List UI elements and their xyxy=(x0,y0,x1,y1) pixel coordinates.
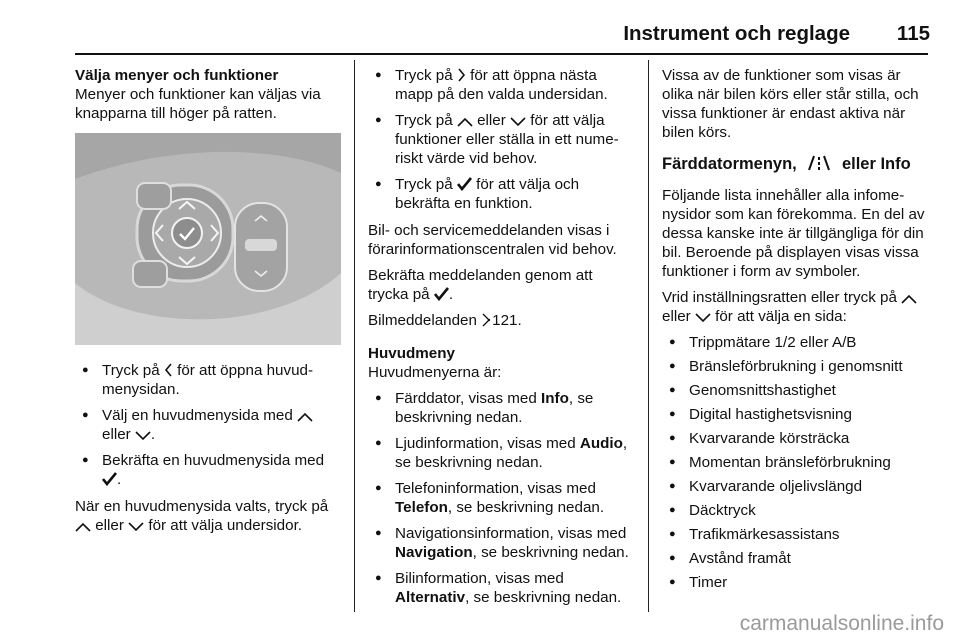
list-item: ● Ljudinformation, visas med Audio, se beskrivning nedan. xyxy=(368,434,634,472)
list-item: ● Färddator, visas med Info, se beskrivning nedan. xyxy=(368,389,634,427)
column-1 xyxy=(75,66,341,542)
checkmark-icon xyxy=(102,472,117,486)
chevron-up-icon xyxy=(901,294,917,304)
list-item: ● Navigationsinformation, visas med Navigation, se beskrivning nedan. xyxy=(368,524,634,562)
list-item: ● Tryck på för att öppna huvudmenysidan. xyxy=(75,361,341,399)
paragraph: Bilmeddelanden 121. xyxy=(368,312,522,329)
list-item: ● Momentan bränsleförbrukning xyxy=(662,453,932,472)
list-item: ● Kvarvarande körsträcka xyxy=(662,429,932,448)
list-item: ● Kvarvarande oljelivslängd xyxy=(662,477,932,496)
page-reference[interactable]: 121 xyxy=(492,312,518,329)
list-item: ● Trafikmärkesassistans xyxy=(662,525,932,544)
paragraph: När en huvudmenysida valts, tryck på eller för att välja undersidor. xyxy=(75,498,329,534)
section-heading: Välja menyer och funktioner xyxy=(75,67,279,84)
intro-paragraph: Menyer och funktioner kan väljas via knapparna till höger på ratten. xyxy=(75,86,321,122)
list-item: ● Välj en huvudmenysida med eller . xyxy=(75,406,341,444)
column-divider-1 xyxy=(354,60,355,612)
list-item: ● Bränsleförbrukning i genomsnitt xyxy=(662,357,932,376)
page-number: 115 xyxy=(896,22,930,45)
chevron-down-icon xyxy=(695,313,711,323)
info-page-list xyxy=(662,333,932,592)
chevron-down-icon xyxy=(135,431,151,441)
list-item: ● Trippmätare 1/2 eller A/B xyxy=(662,333,932,352)
list-item: ● Telefoninformation, visas med Telefon, se beskrivning nedan. xyxy=(368,479,634,517)
list-item: ● Tryck på för att välja och bekräfta en funktion. xyxy=(368,175,634,213)
chevron-down-icon xyxy=(510,117,526,127)
chevron-up-icon xyxy=(457,117,473,127)
chevron-up-icon xyxy=(75,522,91,532)
column-divider-2 xyxy=(648,60,649,612)
section-heading: Huvudmeny xyxy=(368,345,455,362)
chevron-right-icon xyxy=(457,68,466,82)
trip-computer-road-icon xyxy=(801,155,837,171)
list-item: ● Timer xyxy=(662,573,932,592)
watermark: carmanualsonline.info xyxy=(739,612,944,635)
list-item: ● Däcktryck xyxy=(662,501,932,520)
list-item: ● Tryck på eller för att välja funktioner eller ställa in ett numeriskt värde vid behov. xyxy=(368,111,634,168)
checkmark-icon xyxy=(434,287,449,301)
section-heading: Färddatormenyn, eller Info xyxy=(662,155,911,173)
list-item: ● Bilinformation, visas med Alternativ, se beskrivning nedan. xyxy=(368,569,634,607)
checkmark-icon xyxy=(457,177,472,191)
paragraph: Följande lista innehåller alla infomenysidor som kan förekomma. En del av dessa kanske inte är tillgängliga för din bil. Beroende på displayen visas vissa funktioner i form av symboler. xyxy=(662,187,925,280)
page-header-title: Instrument och reglage xyxy=(623,22,850,45)
list-item: ● Tryck på för att öppna nästa mapp på den valda undersidan. xyxy=(368,66,634,104)
paragraph: Vrid inställningsratten eller tryck på eller för att välja en sida: xyxy=(662,288,932,326)
main-menu-list xyxy=(368,389,634,607)
page-reference-icon xyxy=(481,313,492,327)
paragraph: Huvudmenyerna är: xyxy=(368,364,502,381)
list-item: ● Avstånd framåt xyxy=(662,549,932,568)
paragraph: Bil- och servicemeddelanden visas i förarinformationscentralen vid behov. xyxy=(368,222,617,258)
chevron-left-icon xyxy=(164,363,173,377)
column-2 xyxy=(368,66,634,615)
column-3 xyxy=(662,66,932,600)
paragraph: Vissa av de funktioner som visas är olika när bilen körs eller står stilla, och vissa funktioner är endast aktiva när bilen körs. xyxy=(662,67,919,141)
list-item: ● Genomsnittshastighet xyxy=(662,381,932,400)
chevron-down-icon xyxy=(128,522,144,532)
list-item: ● Bekräfta en huvudmenysida med . xyxy=(75,451,341,489)
paragraph: Bekräfta meddelanden genom att trycka på . xyxy=(368,267,593,303)
header-rule xyxy=(75,53,928,55)
list-item: ● Digital hastighetsvisning xyxy=(662,405,932,424)
page-header xyxy=(0,0,960,64)
chevron-up-icon xyxy=(297,412,313,422)
steering-wheel-controls-image xyxy=(75,133,341,345)
